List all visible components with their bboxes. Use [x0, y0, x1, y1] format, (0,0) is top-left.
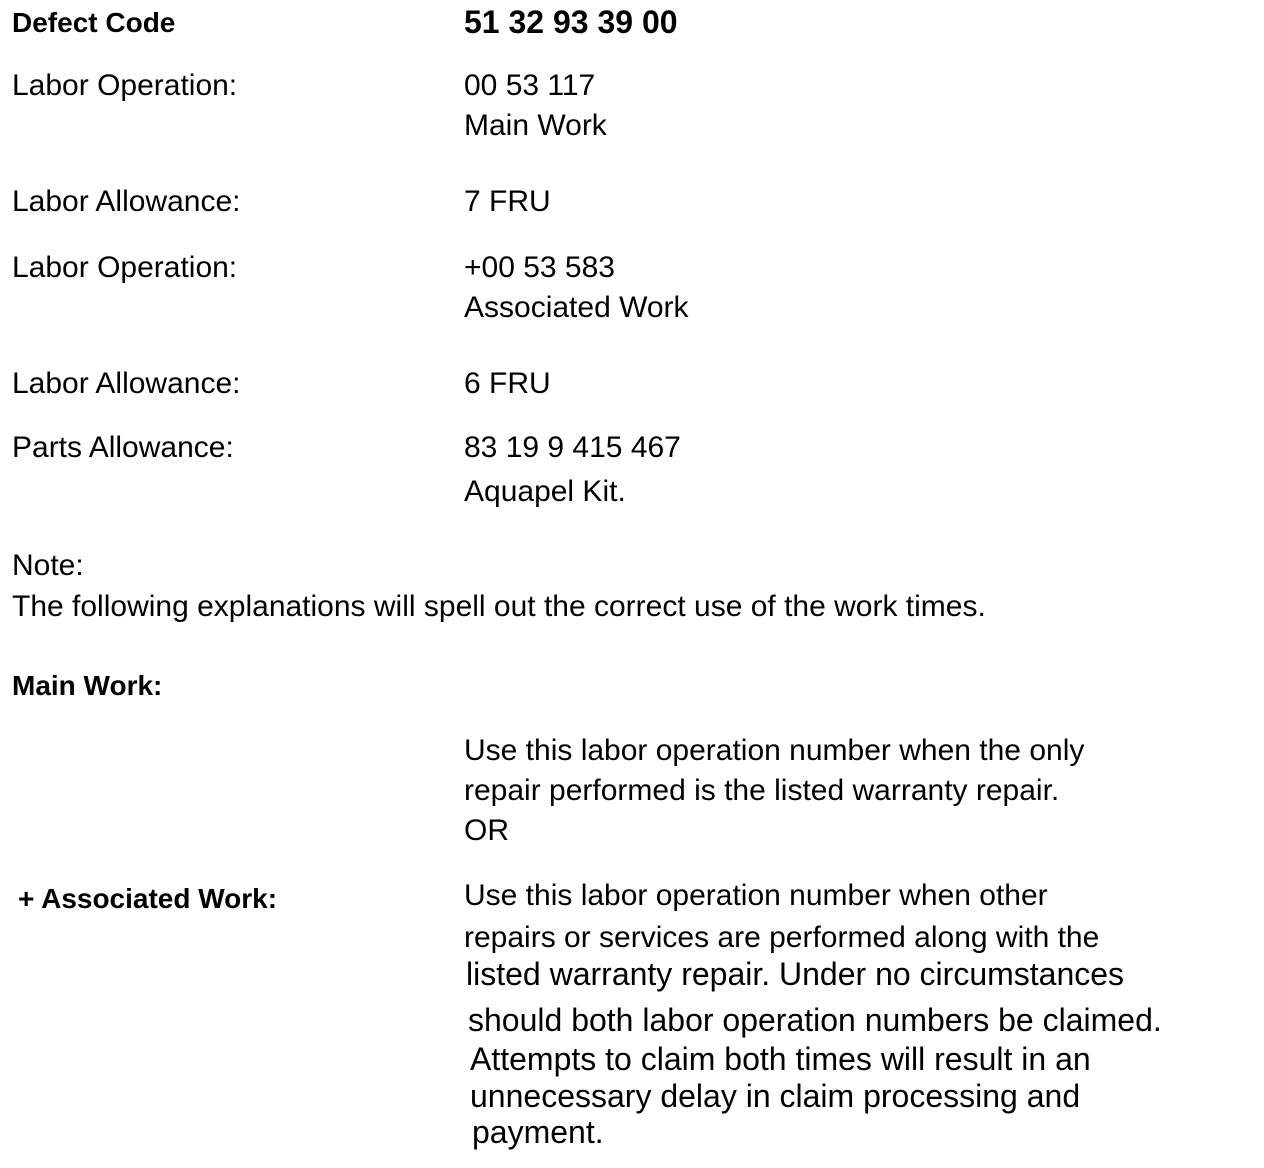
main-work-line: repair performed is the listed warranty repair.: [464, 774, 1060, 807]
parts-description: Aquapel Kit.: [464, 475, 626, 508]
labor-operation-number: 00 53 117: [464, 69, 596, 102]
labor-operation-number: +00 53 583: [464, 251, 615, 284]
main-work-heading: Main Work:: [12, 670, 163, 701]
defect-code-label: Defect Code: [12, 7, 176, 38]
main-work-line: Use this labor operation number when the only: [464, 734, 1085, 767]
parts-allowance-label: Parts Allowance:: [12, 431, 234, 464]
labor-allowance-label: Labor Allowance:: [12, 185, 241, 218]
labor-operation-type: Associated Work: [464, 291, 689, 324]
labor-allowance-value: 7 FRU: [464, 185, 551, 218]
associated-work-line: should both labor operation numbers be claimed.: [468, 1002, 1162, 1038]
associated-work-heading: + Associated Work:: [18, 883, 278, 914]
note-label: Note:: [12, 549, 84, 582]
associated-work-line: Use this labor operation number when other: [464, 879, 1048, 912]
parts-number: 83 19 9 415 467: [464, 431, 681, 464]
main-work-line: OR: [464, 814, 509, 847]
defect-code-value: 51 32 93 39 00: [464, 4, 678, 40]
associated-work-line: Attempts to claim both times will result in an: [470, 1041, 1091, 1077]
associated-work-line: payment.: [472, 1114, 604, 1150]
labor-operation-label: Labor Operation:: [12, 69, 238, 102]
labor-allowance-value: 6 FRU: [464, 367, 551, 400]
note-text: The following explanations will spell out the correct use of the work times.: [12, 590, 986, 623]
labor-allowance-label: Labor Allowance:: [12, 367, 241, 400]
associated-work-line: repairs or services are performed along with the: [464, 921, 1100, 954]
labor-operation-label: Labor Operation:: [12, 251, 238, 284]
labor-operation-type: Main Work: [464, 109, 607, 142]
associated-work-line: listed warranty repair. Under no circumstances: [466, 956, 1125, 992]
associated-work-line: unnecessary delay in claim processing and: [470, 1078, 1081, 1114]
